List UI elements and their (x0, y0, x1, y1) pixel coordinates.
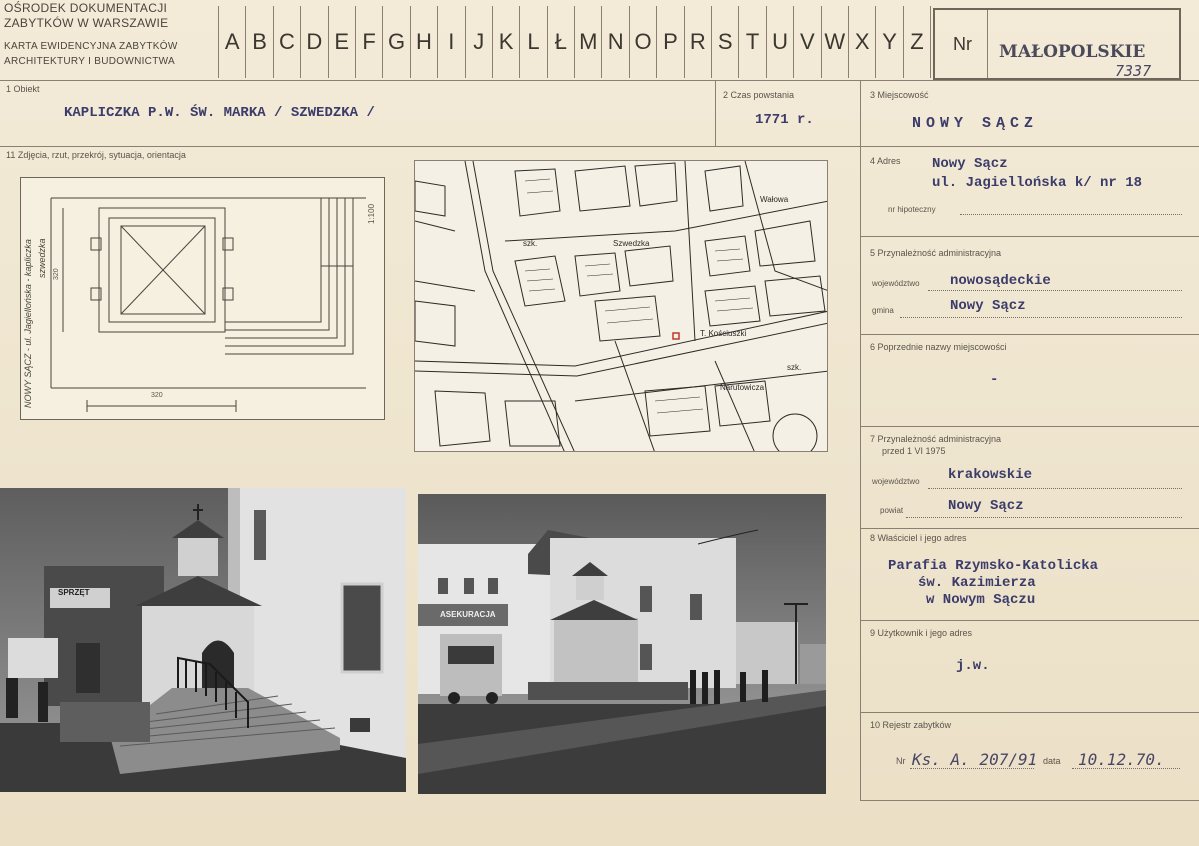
rejestr-label: 10 Rejestr zabytków (870, 720, 952, 730)
wlasciciel-label: 8 Właściciel i jego adres (870, 533, 967, 543)
alphabet-letter: Y (876, 6, 903, 78)
wlasciciel-line-1: Parafia Rzymsko-Katolicka (888, 558, 1099, 574)
wojewodztwo-label: województwo (872, 279, 920, 288)
adres-label: 4 Adres (870, 156, 901, 166)
obiekt-value: KAPLICZKA P.W. ŚW. MARKA / SZWEDZKA / (64, 105, 375, 121)
plan-dim-side: 320 (53, 268, 60, 280)
alphabet-letter: P (657, 6, 684, 78)
alphabet-index (219, 6, 931, 78)
alphabet-letter: A (219, 6, 246, 78)
miejscowosc-label: 3 Miejscowość (870, 90, 929, 100)
powiat-label: powiat (880, 506, 904, 515)
czas-label: 2 Czas powstania (723, 90, 795, 100)
photo-left-sign: SPRZĘT (58, 588, 90, 597)
map-street-walowa: Wałowa (760, 195, 789, 204)
map-street-kosciuszki: T. Kościuszki (700, 329, 747, 338)
alphabet-letter: M (575, 6, 602, 78)
institution-line-4: ARCHITEKTURY I BUDOWNICTWA (4, 56, 175, 67)
zdjecia-label: 11 Zdjęcia, rzut, przekrój, sytuacja, orientacja (6, 150, 186, 160)
alphabet-letter: I (438, 6, 465, 78)
map-label-school-2: szk. (787, 363, 802, 372)
obiekt-label: 1 Obiekt (6, 84, 40, 94)
alphabet-letter: X (849, 6, 876, 78)
alphabet-letter: B (246, 6, 273, 78)
institution-line-2: ZABYTKÓW W WARSZAWIE (4, 16, 169, 30)
woj-old-value: krakowskie (948, 467, 1033, 483)
alphabet-letter: Ł (548, 6, 575, 78)
gmina-value: Nowy Sącz (950, 298, 1026, 314)
adres-line-1: Nowy Sącz (932, 156, 1008, 172)
poprzednie-label: 6 Poprzednie nazwy miejscowości (870, 342, 1007, 352)
alphabet-letter: U (767, 6, 794, 78)
przed1975-label-1: 7 Przynależność administracyjna (870, 434, 1002, 444)
plan-scale: 1:100 (367, 203, 376, 224)
card-number: 7337 (1115, 62, 1152, 80)
register-box (933, 8, 1181, 80)
wlasciciel-line-3: w Nowym Sączu (926, 592, 1036, 608)
alphabet-letter: G (383, 6, 410, 78)
rejestr-nr-label: Nr (896, 756, 906, 766)
region-label: MAŁOPOLSKIE (999, 42, 1146, 62)
alphabet-letter: N (602, 6, 629, 78)
alphabet-letter: S (712, 6, 739, 78)
przed1975-label-2: przed 1 VI 1975 (882, 446, 946, 456)
alphabet-letter: W (822, 6, 849, 78)
rejestr-nr-value: Ks. A. 207/91 (912, 750, 1038, 769)
alphabet-letter: C (274, 6, 301, 78)
photo-right-sign: ASEKURACJA (440, 610, 496, 619)
hipoteczny-label: nr hipoteczny (888, 205, 936, 214)
alphabet-letter: H (411, 6, 438, 78)
alphabet-letter: L (520, 6, 547, 78)
plan-dim-width: 320 (151, 392, 163, 399)
wlasciciel-line-2: św. Kazimierza (918, 575, 1036, 591)
alphabet-letter: O (630, 6, 657, 78)
map-street-narutowicza: Narutowicza (720, 383, 765, 392)
adres-line-2: ul. Jagiellońska k/ nr 18 (932, 175, 1143, 191)
alphabet-letter: Z (904, 6, 931, 78)
rejestr-data-label: data (1043, 756, 1061, 766)
alphabet-letter: T (739, 6, 766, 78)
site-map-drawing (415, 161, 828, 452)
floor-plan-drawing (21, 178, 386, 421)
site-map (414, 160, 828, 452)
uzytkownik-label: 9 Użytkownik i jego adres (870, 628, 973, 638)
photo-chapel-right-image (418, 494, 826, 794)
powiat-value: Nowy Sącz (948, 498, 1024, 514)
alphabet-letter: V (794, 6, 821, 78)
photo-chapel-left (0, 488, 406, 792)
nr-label: Nr (953, 34, 972, 54)
woj-old-label: województwo (872, 477, 920, 486)
alphabet-letter: E (329, 6, 356, 78)
przynaleznosc-label: 5 Przynależność administracyjna (870, 248, 1002, 258)
institution-line-3: KARTA EWIDENCYJNA ZABYTKÓW (4, 41, 178, 52)
floor-plan (20, 177, 385, 420)
alphabet-letter: R (685, 6, 712, 78)
rejestr-data-value: 10.12.70. (1078, 750, 1165, 769)
institution-line-1: OŚRODEK DOKUMENTACJI (4, 1, 168, 15)
alphabet-letter: K (493, 6, 520, 78)
alphabet-letter: F (356, 6, 383, 78)
plan-side-label-2: szwedzka (37, 238, 47, 278)
uzytkownik-value: j.w. (956, 658, 990, 674)
plan-side-label: NOWY SĄCZ - ul. Jagiellońska - kapliczka (23, 239, 33, 408)
poprzednie-value: - (990, 372, 999, 388)
photo-chapel-right (418, 494, 826, 794)
map-label-school-1: szk. (523, 239, 538, 248)
alphabet-letter: D (301, 6, 328, 78)
wojewodztwo-value: nowosądeckie (950, 273, 1051, 289)
gmina-label: gmina (872, 306, 894, 315)
map-street-szwedzka: Szwedzka (613, 239, 650, 248)
czas-value: 1771 r. (755, 112, 814, 128)
photo-chapel-left-image (0, 488, 406, 792)
miejscowosc-value: NOWY SĄCZ (912, 115, 1039, 132)
alphabet-letter: J (466, 6, 493, 78)
